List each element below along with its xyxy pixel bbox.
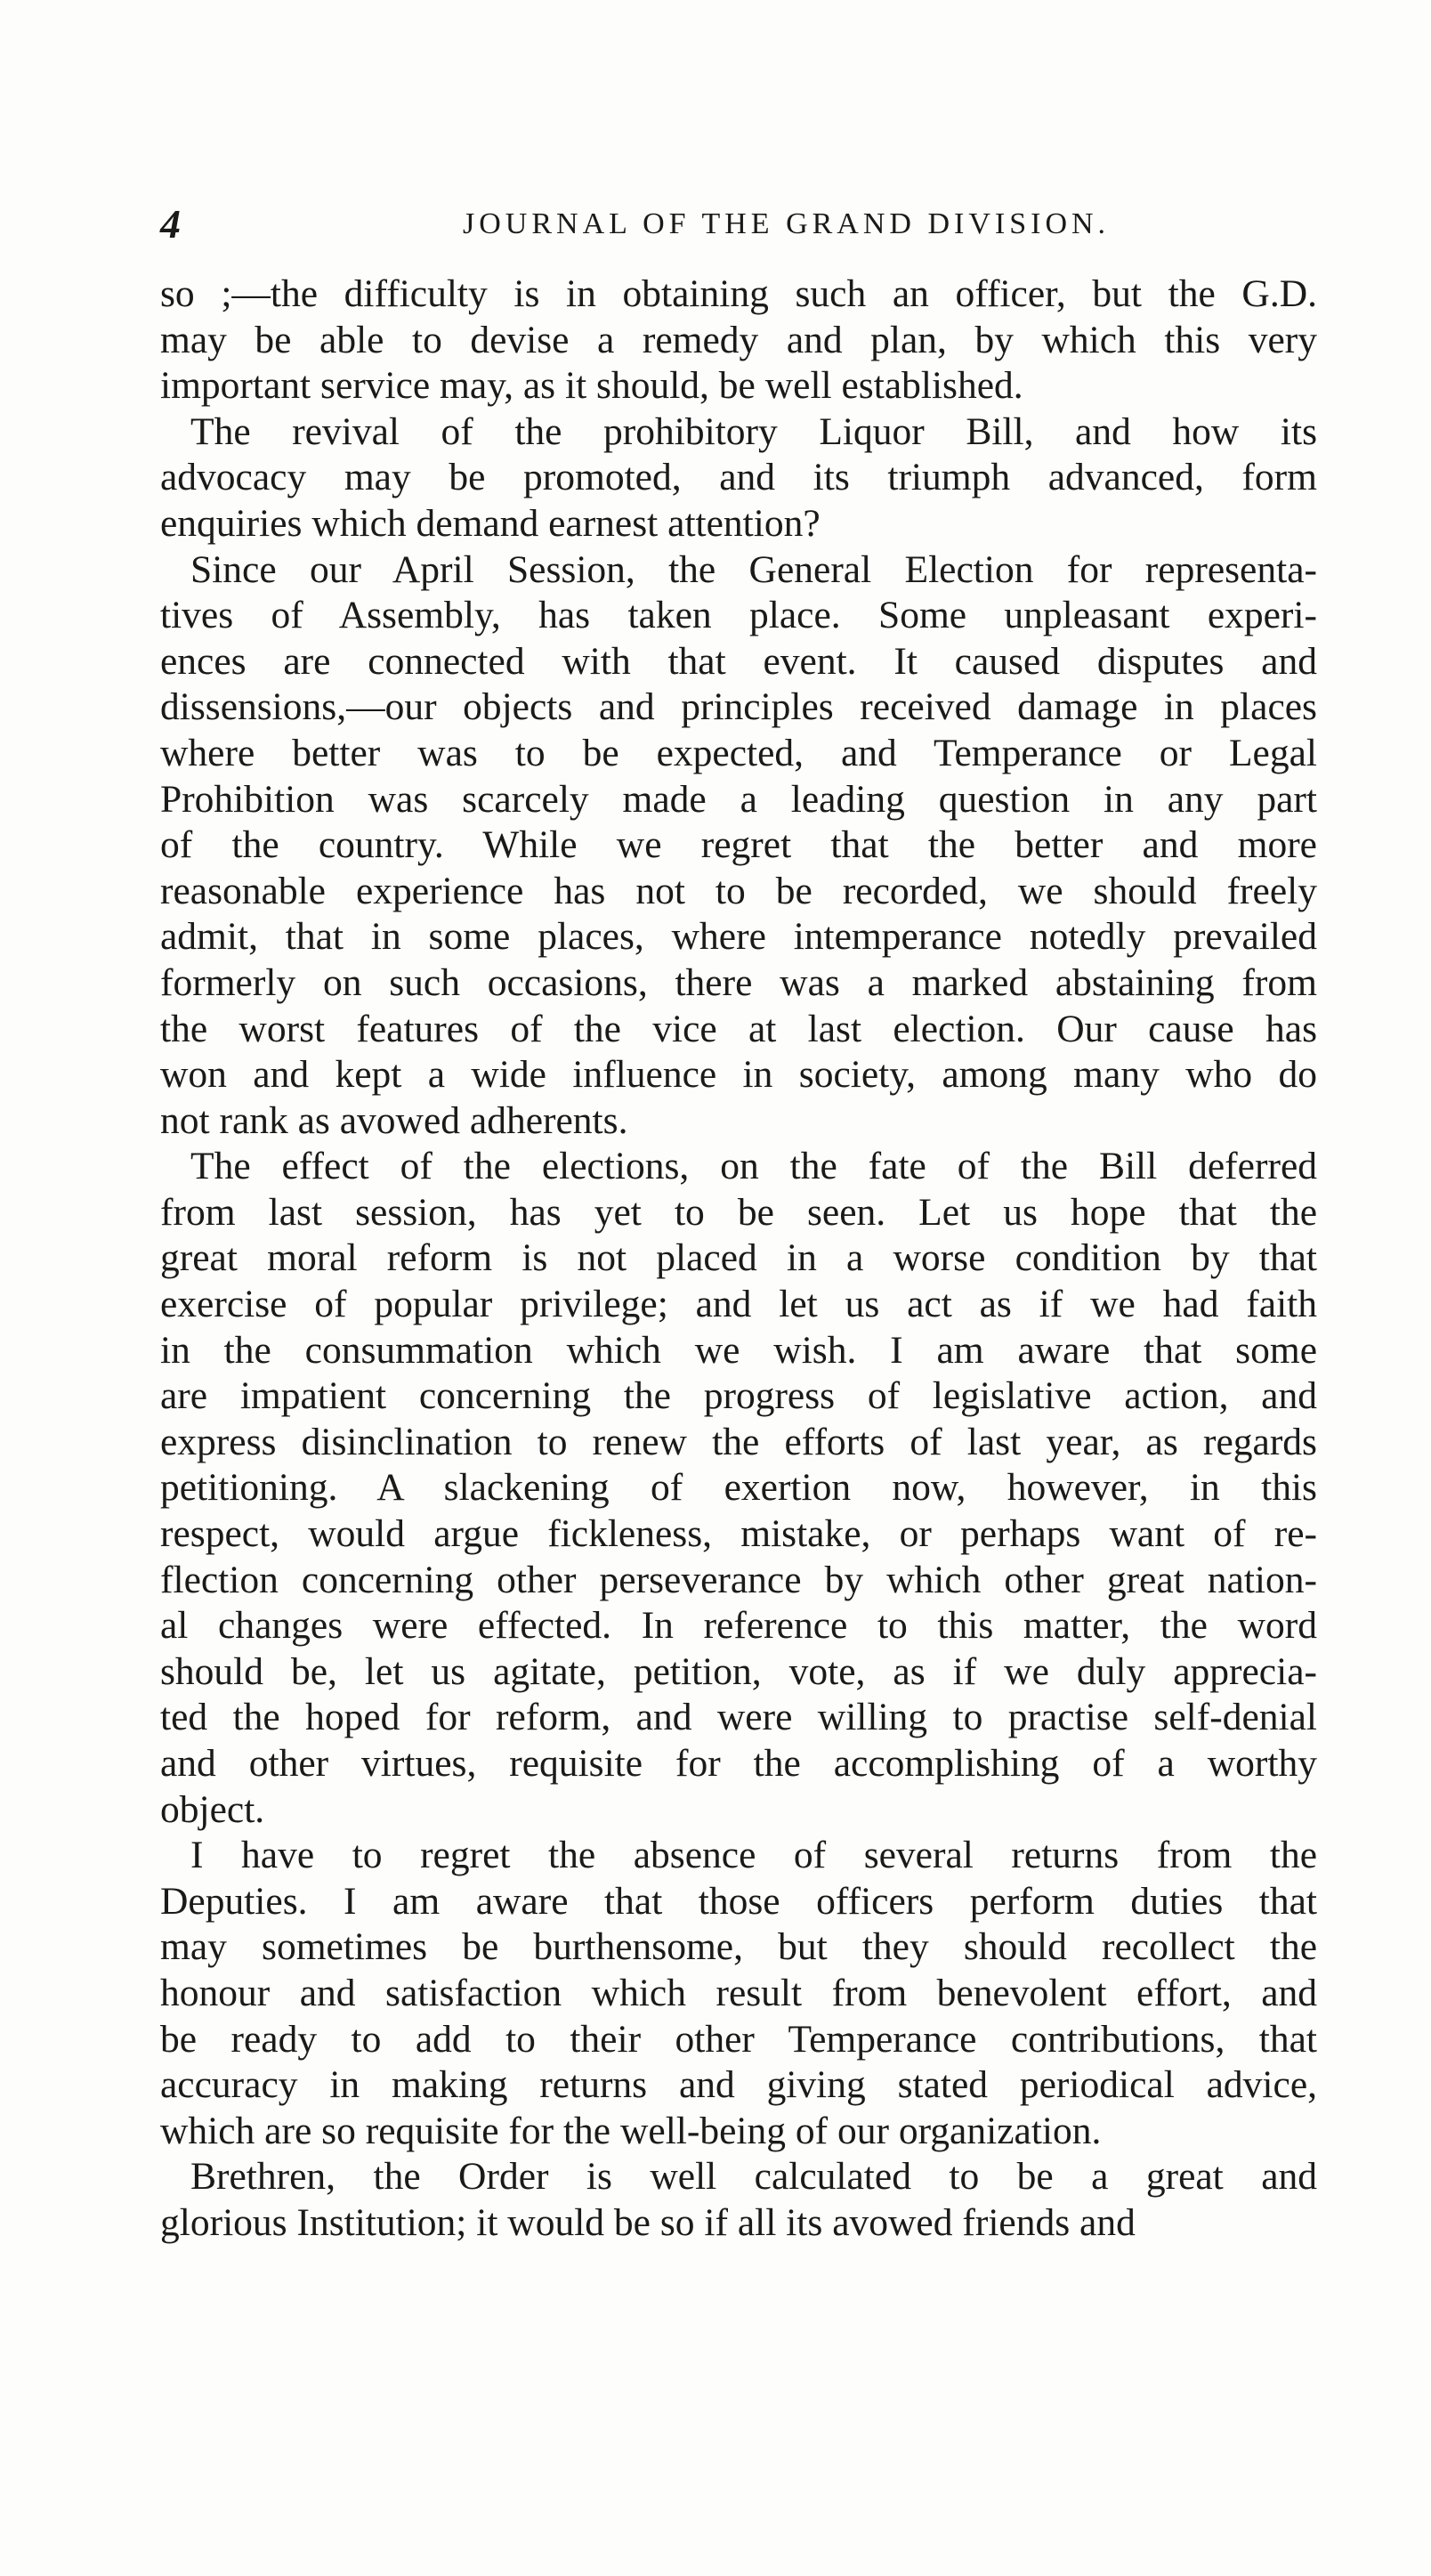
text-line: not rank as avowed adherents. xyxy=(160,1098,628,1142)
text-line: Brethren, the Order is well calculated to be a great and xyxy=(190,2155,1317,2199)
text-line: important service may, as it should, be well established. xyxy=(160,364,1023,408)
paragraph xyxy=(160,2154,1317,2246)
text-line: advocacy may be promoted, and its triumph advanced, form xyxy=(160,456,1317,499)
text-line: be ready to add to their other Temperance contributions, that xyxy=(160,2017,1317,2061)
text-line: glorious Institution; it would be so if all its avowed friends and xyxy=(160,2200,1136,2244)
text-line: dissensions,—our objects and principles received damage in places xyxy=(160,685,1317,729)
text-line: won and kept a wide influence in society, among many who do xyxy=(160,1053,1317,1097)
running-title: JOURNAL OF THE GRAND DIVISION. xyxy=(463,207,1111,240)
body-text xyxy=(160,271,1317,2247)
text-line: ences are connected with that event. It caused disputes and xyxy=(160,639,1317,683)
text-line: tives of Assembly, has taken place. Some unpleasant experi- xyxy=(160,594,1317,637)
text-line: Prohibition was scarcely made a leading question in any part xyxy=(160,777,1317,821)
text-line: from last session, has yet to be seen. Let us hope that the xyxy=(160,1190,1317,1234)
paragraph xyxy=(160,1833,1317,2154)
text-line: may sometimes be burthensome, but they should recollect the xyxy=(160,1925,1317,1969)
paragraph xyxy=(160,547,1317,1145)
text-line: object. xyxy=(160,1787,265,1831)
text-line: Deputies. I am aware that those officers perform duties that xyxy=(160,1879,1317,1923)
text-line: formerly on such occasions, there was a marked abstaining from xyxy=(160,960,1317,1004)
text-line: exercise of popular privilege; and let us act as if we had faith xyxy=(160,1283,1317,1326)
text-line: The effect of the elections, on the fate of the Bill deferred xyxy=(190,1145,1317,1188)
text-line: are impatient concerning the progress of legislative action, and xyxy=(160,1374,1317,1418)
text-line: The revival of the prohibitory Liquor Bill, and how its xyxy=(190,409,1317,453)
text-line: express disinclination to renew the efforts of last year, as regards xyxy=(160,1420,1317,1463)
running-head xyxy=(160,198,1281,251)
text-line: reasonable experience has not to be recorded, we should freely xyxy=(160,869,1317,912)
text-line: accuracy in making returns and giving stated periodical advice, xyxy=(160,2063,1317,2107)
text-line: the worst features of the vice at last election. Our cause has xyxy=(160,1007,1317,1050)
text-line: great moral reform is not placed in a worse condition by that xyxy=(160,1236,1317,1280)
text-line: flection concerning other perseverance by which other great nation- xyxy=(160,1558,1317,1601)
text-line: Since our April Session, the General Election for representa- xyxy=(190,547,1317,591)
text-line: should be, let us agitate, petition, vote, as if we duly apprecia- xyxy=(160,1649,1317,1693)
text-line: I have to regret the absence of several returns from the xyxy=(190,1834,1317,1877)
text-line: which are so requisite for the well-being of our organization. xyxy=(160,2109,1102,2152)
text-line: so ;—the difficulty is in obtaining such an officer, but the G.D. xyxy=(160,272,1317,315)
text-line: al changes were effected. In reference to this matter, the word xyxy=(160,1604,1317,1648)
text-line: and other virtues, requisite for the accomplishing of a worthy xyxy=(160,1742,1317,1785)
text-line: of the country. While we regret that the better and more xyxy=(160,823,1317,867)
text-line: honour and satisfaction which result from benevolent effort, and xyxy=(160,1971,1317,2014)
paragraph xyxy=(160,1144,1317,1833)
text-line: respect, would argue fickleness, mistake, or perhaps want of re- xyxy=(160,1512,1317,1556)
paragraph xyxy=(160,409,1317,547)
text-line: enquiries which demand earnest attention? xyxy=(160,501,821,545)
text-line: petitioning. A slackening of exertion now, however, in this xyxy=(160,1466,1317,1510)
text-line: in the consummation which we wish. I am aware that some xyxy=(160,1328,1317,1372)
text-line: ted the hoped for reform, and were willing to practise self-denial xyxy=(160,1696,1317,1739)
text-line: where better was to be expected, and Temperance or Legal xyxy=(160,731,1317,774)
page-number: 4 xyxy=(160,201,181,247)
paragraph xyxy=(160,271,1317,409)
text-line: may be able to devise a remedy and plan, by which this very xyxy=(160,318,1317,361)
text-line: admit, that in some places, where intemperance notedly prevailed xyxy=(160,915,1317,959)
